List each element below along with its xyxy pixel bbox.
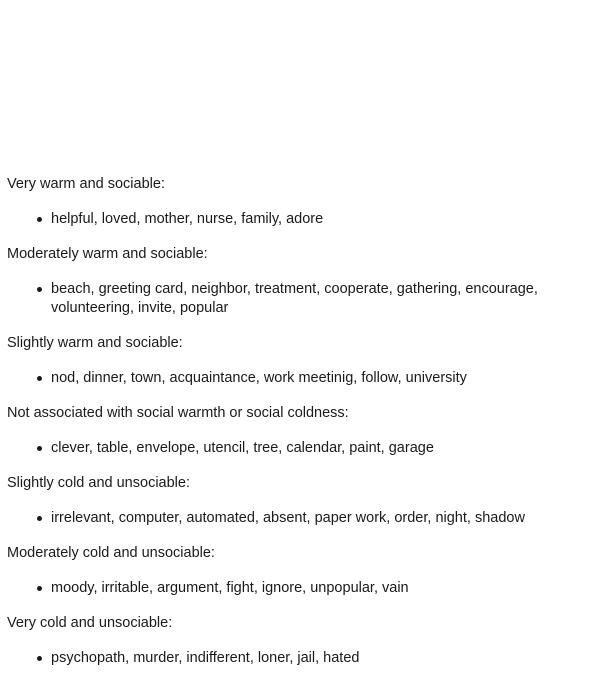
list-item: psychopath, murder, indifferent, loner, jail, hated bbox=[51, 649, 585, 668]
list-item: helpful, loved, mother, nurse, family, adore bbox=[51, 210, 585, 229]
section-heading: Slightly warm and sociable: bbox=[7, 335, 183, 351]
list-item: moody, irritable, argument, fight, ignore, unpopular, vain bbox=[51, 579, 585, 598]
word-list bbox=[7, 649, 585, 668]
word-list bbox=[7, 280, 585, 318]
list-item: beach, greeting card, neighbor, treatment, cooperate, gathering, encourage, volunteering, invite, popular bbox=[51, 280, 585, 318]
section-heading: Moderately cold and unsociable: bbox=[7, 545, 215, 561]
section-slightly-warm bbox=[7, 334, 585, 388]
section-heading: Moderately warm and sociable: bbox=[7, 246, 208, 262]
section-moderately-cold bbox=[7, 544, 585, 598]
word-list bbox=[7, 369, 585, 388]
word-list bbox=[7, 210, 585, 229]
word-list bbox=[7, 579, 585, 598]
section-neutral bbox=[7, 404, 585, 458]
section-heading: Not associated with social warmth or social coldness: bbox=[7, 405, 349, 421]
list-item: irrelevant, computer, automated, absent, paper work, order, night, shadow bbox=[51, 509, 585, 528]
document-content bbox=[7, 175, 585, 684]
list-item: nod, dinner, town, acquaintance, work meetinig, follow, university bbox=[51, 369, 585, 388]
word-list bbox=[7, 439, 585, 458]
section-very-cold bbox=[7, 614, 585, 668]
section-heading: Slightly cold and unsociable: bbox=[7, 475, 190, 491]
word-list bbox=[7, 509, 585, 528]
section-heading: Very warm and sociable: bbox=[7, 176, 165, 192]
section-moderately-warm bbox=[7, 245, 585, 318]
list-item: clever, table, envelope, utencil, tree, calendar, paint, garage bbox=[51, 439, 585, 458]
section-heading: Very cold and unsociable: bbox=[7, 615, 173, 631]
section-very-warm bbox=[7, 175, 585, 229]
section-slightly-cold bbox=[7, 474, 585, 528]
